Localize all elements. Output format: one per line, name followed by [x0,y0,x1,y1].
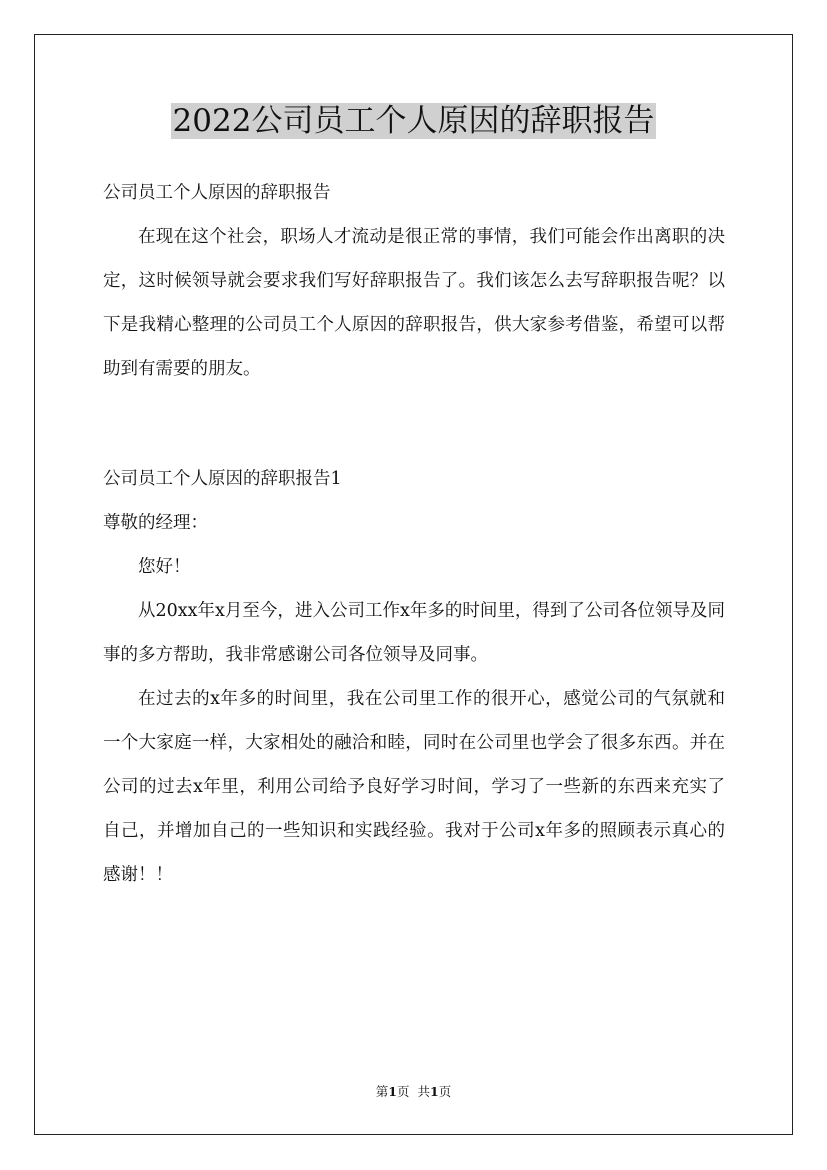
page-total: 1 [429,1084,439,1099]
total-suffix: 页 [438,1084,452,1099]
document-title-text: 2022公司员工个人原因的辞职报告 [172,103,655,139]
body-paragraph-1: 从20xx年x月至今，进入公司工作x年多的时间里，得到了公司各位领导及同事的多方帮助，我非常感谢公司各位领导及同事。 [103,601,725,665]
intro-paragraph: 在现在这个社会，职场人才流动是很正常的事情，我们可能会作出离职的决定，这时候领导就会要求我们写好辞职报告了。我们该怎么去写辞职报告呢？以下是我精心整理的公司员工个人原因的辞职报告，供大家参考借鉴，希望可以帮助到有需要的朋友。 [103,227,725,379]
total-prefix: 共 [417,1084,430,1099]
document-body [103,171,725,897]
body-paragraph-2: 在过去的x年多的时间里，我在公司里工作的很开心，感觉公司的气氛就和一个大家庭一样，大家相处的融洽和睦，同时在公司里也学会了很多东西。并在公司的过去x年里，利用公司给予良好学习时间，学习了一些新的东西来充实了自己，并增加自己的一些知识和实践经验。我对于公司x年多的照顾表示真心的感谢！！ [103,689,725,885]
page-suffix: 页 [397,1084,410,1099]
section-heading: 公司员工个人原因的辞职报告1 [103,469,342,489]
salutation: 尊敬的经理： [103,513,208,533]
document-title [0,100,827,142]
page-number: 1 [388,1084,397,1099]
page-prefix: 第 [375,1084,389,1099]
subtitle-paragraph: 公司员工个人原因的辞职报告 [103,183,331,203]
page-footer [0,1083,827,1101]
greeting: 您好！ [138,557,191,577]
